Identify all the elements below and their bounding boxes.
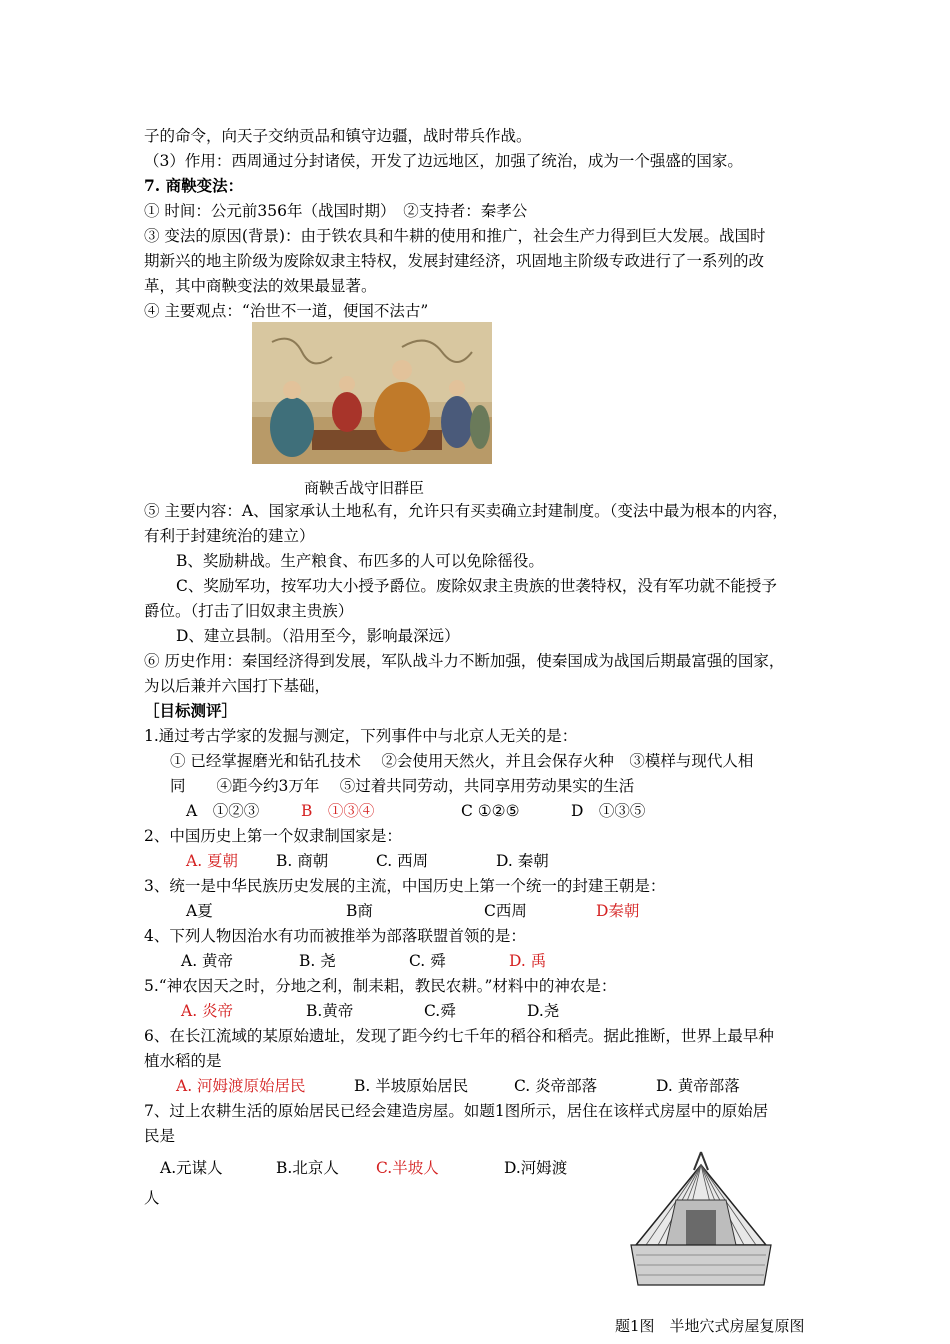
option-d-answer: D. 禹 bbox=[509, 952, 547, 970]
figure-caption: 题1图 半地穴式房屋复原图 bbox=[615, 1317, 805, 1335]
text-line: ① 时间：公元前356年（战国时期） ②支持者：秦孝公 bbox=[144, 202, 528, 220]
option-a: A夏 bbox=[186, 902, 213, 920]
option-d: D.河姆渡 bbox=[504, 1159, 568, 1177]
question-6: 6、在长江流域的某原始遗址，发现了距今约七千年的稻谷和稻壳。据此推断，世界上最早种 bbox=[144, 1027, 774, 1045]
option-c: C.舜 bbox=[424, 1002, 456, 1020]
text-line: 有利于封建统治的建立） bbox=[144, 527, 315, 545]
text-line: 民是 bbox=[144, 1127, 176, 1145]
option-a-answer: A. 炎帝 bbox=[181, 1002, 234, 1020]
option-c: C. 舜 bbox=[409, 952, 446, 970]
text-line: 期新兴的地主阶级为废除奴隶主特权，发展封建经济，巩固地主阶级专政进行了一系列的改 bbox=[144, 252, 765, 270]
text-line: 爵位。（打击了旧奴隶主贵族） bbox=[144, 602, 354, 620]
text-line: 子的命令，向天子交纳贡品和镇守边疆，战时带兵作战。 bbox=[144, 127, 532, 145]
option-d: D ①③⑤ bbox=[571, 802, 646, 820]
text-line: D、建立县制。（沿用至今，影响最深远） bbox=[176, 627, 460, 645]
text-line: B、奖励耕战。生产粮食、布匹多的人可以免除徭役。 bbox=[176, 552, 544, 570]
option-b-answer: B ①③④ bbox=[301, 802, 375, 820]
option-d-answer: D秦朝 bbox=[596, 902, 640, 920]
text-line: 植水稻的是 bbox=[144, 1052, 222, 1070]
option-b: B.黄帝 bbox=[306, 1002, 354, 1020]
text-line: ⑤ 主要内容：A、国家承认土地私有，允许只有买卖确立封建制度。（变法中最为根本的内容， bbox=[144, 502, 788, 520]
option-c: C. 西周 bbox=[376, 852, 429, 870]
option-d: D.尧 bbox=[527, 1002, 560, 1020]
text-line: ③ 变法的原因(背景)：由于铁农具和牛耕的使用和推广，社会生产力得到巨大发展。战国时 bbox=[144, 227, 766, 245]
section-heading: ［目标测评］ bbox=[144, 701, 238, 720]
text-line: ④ 主要观点：“治世不一道，便国不法古” bbox=[144, 302, 429, 320]
question-3: 3、统一是中华民族历史发展的主流，中国历史上第一个统一的封建王朝是： bbox=[144, 877, 666, 895]
text-line: 同 ④距今约3万年 ⑤过着共同劳动，共同享用劳动果实的生活 bbox=[170, 777, 635, 795]
text-line: （3）作用：西周通过分封诸侯，开发了边远地区，加强了统治，成为一个强盛的国家。 bbox=[144, 152, 743, 170]
text-line: C、奖励军功，按军功大小授予爵位。废除奴隶主贵族的世袭特权，没有军功就不能授予 bbox=[176, 577, 777, 595]
question-2: 2、中国历史上第一个奴隶制国家是： bbox=[144, 827, 402, 845]
option-c: C. 炎帝部落 bbox=[514, 1077, 598, 1095]
question-5: 5.“神农因天之时，分地之利，制耒耜，教民农耕。”材料中的神农是： bbox=[144, 977, 617, 995]
text-line: 为以后兼并六国打下基础， bbox=[144, 677, 331, 695]
option-c: C ①②⑤ bbox=[461, 802, 520, 820]
question-7: 7、过上农耕生活的原始居民已经会建造房屋。如题1图所示，居住在该样式房屋中的原始居 bbox=[144, 1102, 769, 1120]
option-b: B. 半坡原始居民 bbox=[354, 1077, 469, 1095]
option-a: A.元谋人 bbox=[160, 1159, 223, 1177]
question-4: 4、下列人物因治水有功而被推举为部落联盟首领的是： bbox=[144, 927, 526, 945]
option-b: B. 尧 bbox=[299, 952, 336, 970]
option-b: B商 bbox=[346, 902, 373, 920]
text-line: ⑥ 历史作用：秦国经济得到发展，军队战斗力不断加强，使秦国成为战国后期最富强的国家， bbox=[144, 652, 785, 670]
text-line: ① 已经掌握磨光和钻孔技术 ②会使用天然火，并且会保存火种 ③模样与现代人相 bbox=[170, 752, 754, 770]
option-a: A. 黄帝 bbox=[181, 952, 234, 970]
text-line: 革，其中商鞅变法的效果最显著。 bbox=[144, 277, 377, 295]
option-d: D. 秦朝 bbox=[496, 852, 549, 870]
option-b: B.北京人 bbox=[276, 1159, 339, 1177]
question-1: 1.通过考古学家的发掘与测定，下列事件中与北京人无关的是： bbox=[144, 727, 578, 745]
option-a-answer: A. 河姆渡原始居民 bbox=[176, 1077, 306, 1095]
section-heading: 7. 商鞅变法： bbox=[144, 176, 244, 195]
text-line: 人 bbox=[144, 1189, 160, 1207]
option-a-answer: A. 夏朝 bbox=[186, 852, 239, 870]
option-c-answer: C.半坡人 bbox=[376, 1159, 439, 1177]
semi-subterranean-house-illustration bbox=[626, 1150, 776, 1290]
option-a: A ①②③ bbox=[186, 802, 260, 820]
shang-yang-debate-painting bbox=[252, 322, 492, 464]
option-c: C西周 bbox=[484, 902, 527, 920]
option-b: B. 商朝 bbox=[276, 852, 329, 870]
option-d: D. 黄帝部落 bbox=[656, 1077, 740, 1095]
figure-caption: 商鞅舌战守旧群臣 bbox=[304, 479, 425, 497]
